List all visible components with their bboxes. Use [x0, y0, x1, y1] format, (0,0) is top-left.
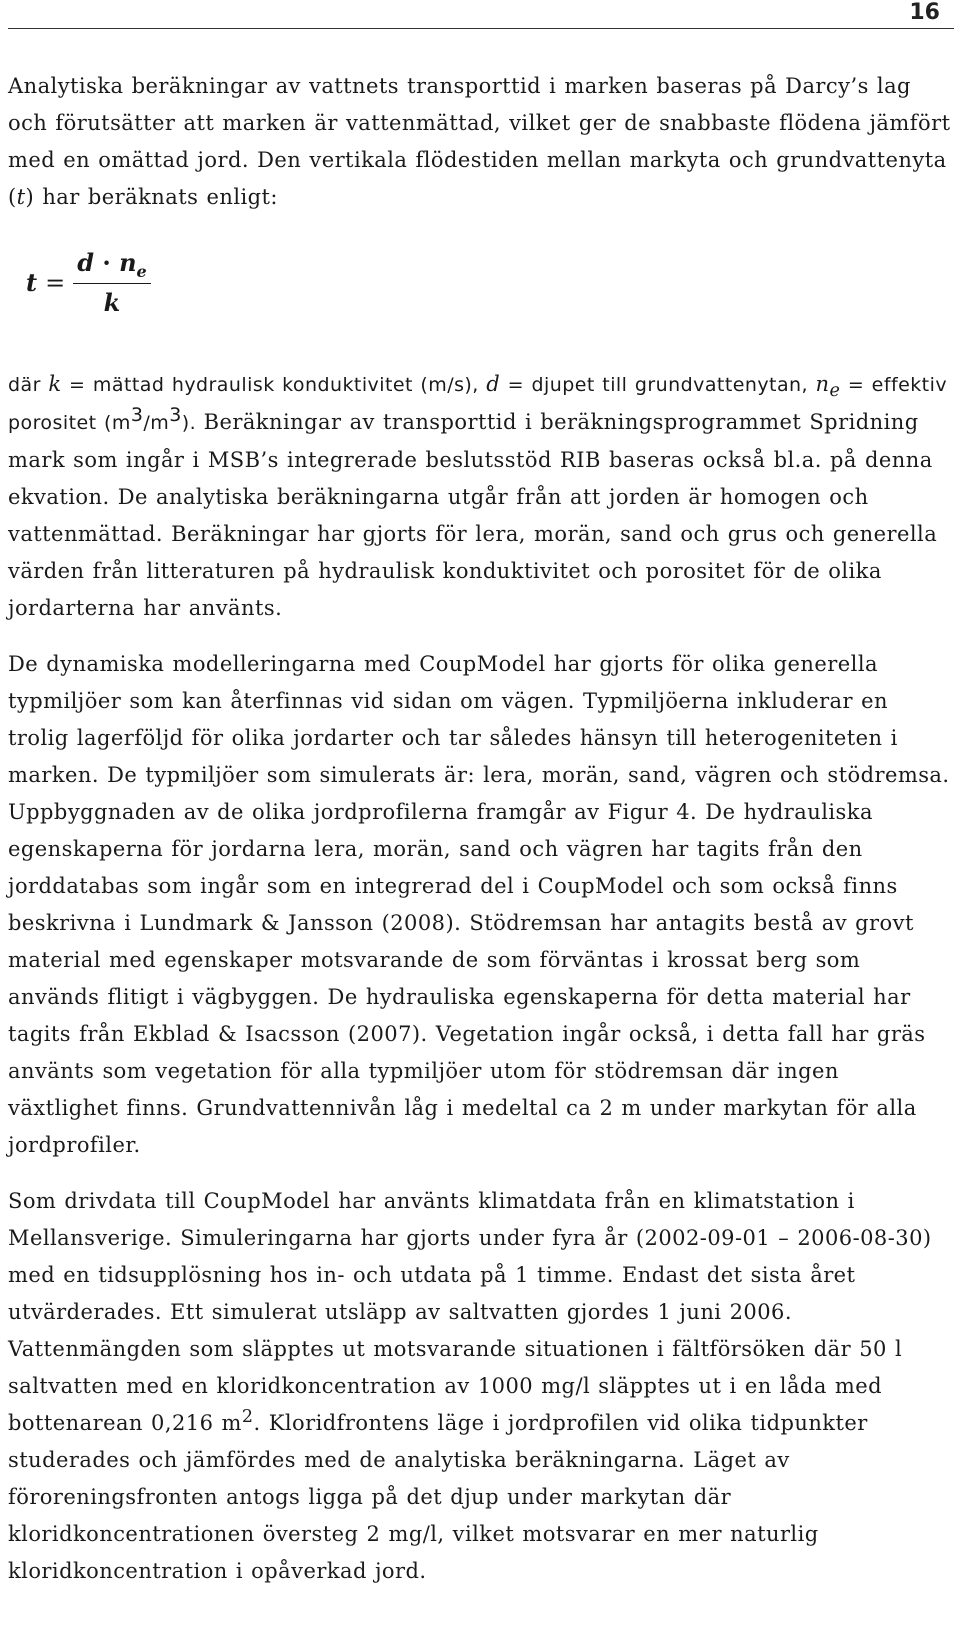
p3-text: Som drivdata till CoupModel har använts klimatdata från en klimatstation i Mellansverige. Simuleringarna har gjorts under fyra år (2002-09-01 – 2006-08-30) med en tidsupplösning hos in- och utdata på 1 timme. Endast det sista året utvärderades. Ett simulerat utsläpp av saltvatten gjordes 1 juni 2006. Vattenmängden som släpptes ut motsvarande situationen i fältförsöken där 50 l saltvatten med en kloridkoncentration av 1000 mg/l släpptes ut i en låda med bottenarean 0,216 m	[8, 1189, 932, 1435]
formula-n: n	[119, 248, 137, 277]
formula-n-sub: e	[136, 261, 147, 281]
formula-d: d	[77, 248, 94, 277]
formula-block	[8, 216, 952, 366]
paragraph-coupmodel: De dynamiska modelleringarna med CoupModel har gjorts för olika generella typmiljöer som kan återfinnas vid sidan om vägen. Typmiljöerna inkluderar en trolig lagerföljd för olika jordarter och tar således hänsyn till heterogeniteten i marken. De typmiljöer som simulerats är: lera, morän, sand, vägren och stödremsa. Uppbyggnaden av de olika jordprofilerna framgår av Figur 4. De hydrauliska egenskaperna för jordarna lera, morän, sand och vägren har tagits från den jorddatabas som ingår som en integrerad del i CoupModel och som också finns beskrivna i Lundmark & Jansson (2008). Stödremsan har antagits bestå av grovt material med egenskaper motsvarande de som förväntas i krossat berg som används flitigt i vägbyggen. De hydrauliska egenskaperna för detta material har tagits från Ekblad & Isacsson (2007). Vegetation ingår också, i detta fall har gräs använts som vegetation för alla typmiljöer utom för stödremsan där ingen växtlighet finns. Grundvattennivån låg i medeltal ca 2 m under markytan för alla jordprofiler.	[8, 652, 950, 1157]
formula-fraction	[73, 248, 151, 317]
def-s3: = djupet till grundvattenytan,	[500, 374, 816, 396]
document-body	[8, 68, 952, 1590]
intro-tail: ) har beräknats enligt:	[25, 185, 278, 209]
paragraph-drivdata	[8, 1183, 952, 1590]
def-sup1: 3	[130, 404, 144, 426]
def-s2: = mättad hydraulisk konduktivitet (m/s),	[61, 374, 487, 396]
intro-text: Analytiska beräkningar av vattnets transporttid i marken baseras på Darcy’s lag och förutsätter att marken är vattenmättad, vilket ger de snabbaste flödena jämfört med en omättad jord. Den vertikala flödestiden mellan markyta och grundvattenyta (	[8, 74, 951, 209]
def-k: k	[48, 372, 62, 396]
p3-sup: 2	[241, 1407, 254, 1427]
def-s1: där	[8, 374, 49, 396]
def-sup2: 3	[169, 404, 182, 426]
formula-dot: ·	[102, 248, 111, 277]
def-s5: /m	[143, 412, 170, 434]
def-rest: Beräkningar av transporttid i beräkningsprogrammet Spridning mark som ingår i MSB’s integrerade beslutsstöd RIB baseras också bl.a. på denna ekvation. De analytiska beräkningarna utgår från att jorden är homogen och vattenmättad. Beräkningar har gjorts för lera, morän, sand och grus och generella värden från litteraturen på hydraulisk konduktivitet och porositet för de olika jordarterna har använts.	[8, 410, 938, 620]
equation	[26, 248, 151, 317]
definitions-paragraph	[8, 366, 952, 627]
def-n-sub: e	[829, 381, 841, 402]
def-s6: ).	[181, 412, 204, 434]
formula-lhs: t	[26, 268, 38, 297]
def-d: d	[486, 372, 501, 396]
header-rule	[8, 28, 954, 29]
formula-equals: =	[45, 268, 66, 297]
intro-var-t: t	[16, 185, 26, 209]
page-number: 16	[909, 0, 940, 25]
formula-denominator: k	[103, 288, 121, 317]
intro-paragraph	[8, 68, 952, 216]
def-s4: = effektiv porositet (m	[8, 374, 948, 434]
def-n: n	[815, 372, 830, 396]
formula-numerator	[73, 248, 151, 284]
p3-tail: . Kloridfrontens läge i jordprofilen vid olika tidpunkter studerades och jämfördes med de analytiska beräkningarna. Läget av föroreningsfronten antogs ligga på det djup under markytan där kloridkoncentrationen översteg 2 mg/l, vilket motsvarar en mer naturlig kloridkoncentration i opåverkad jord.	[8, 1411, 868, 1583]
